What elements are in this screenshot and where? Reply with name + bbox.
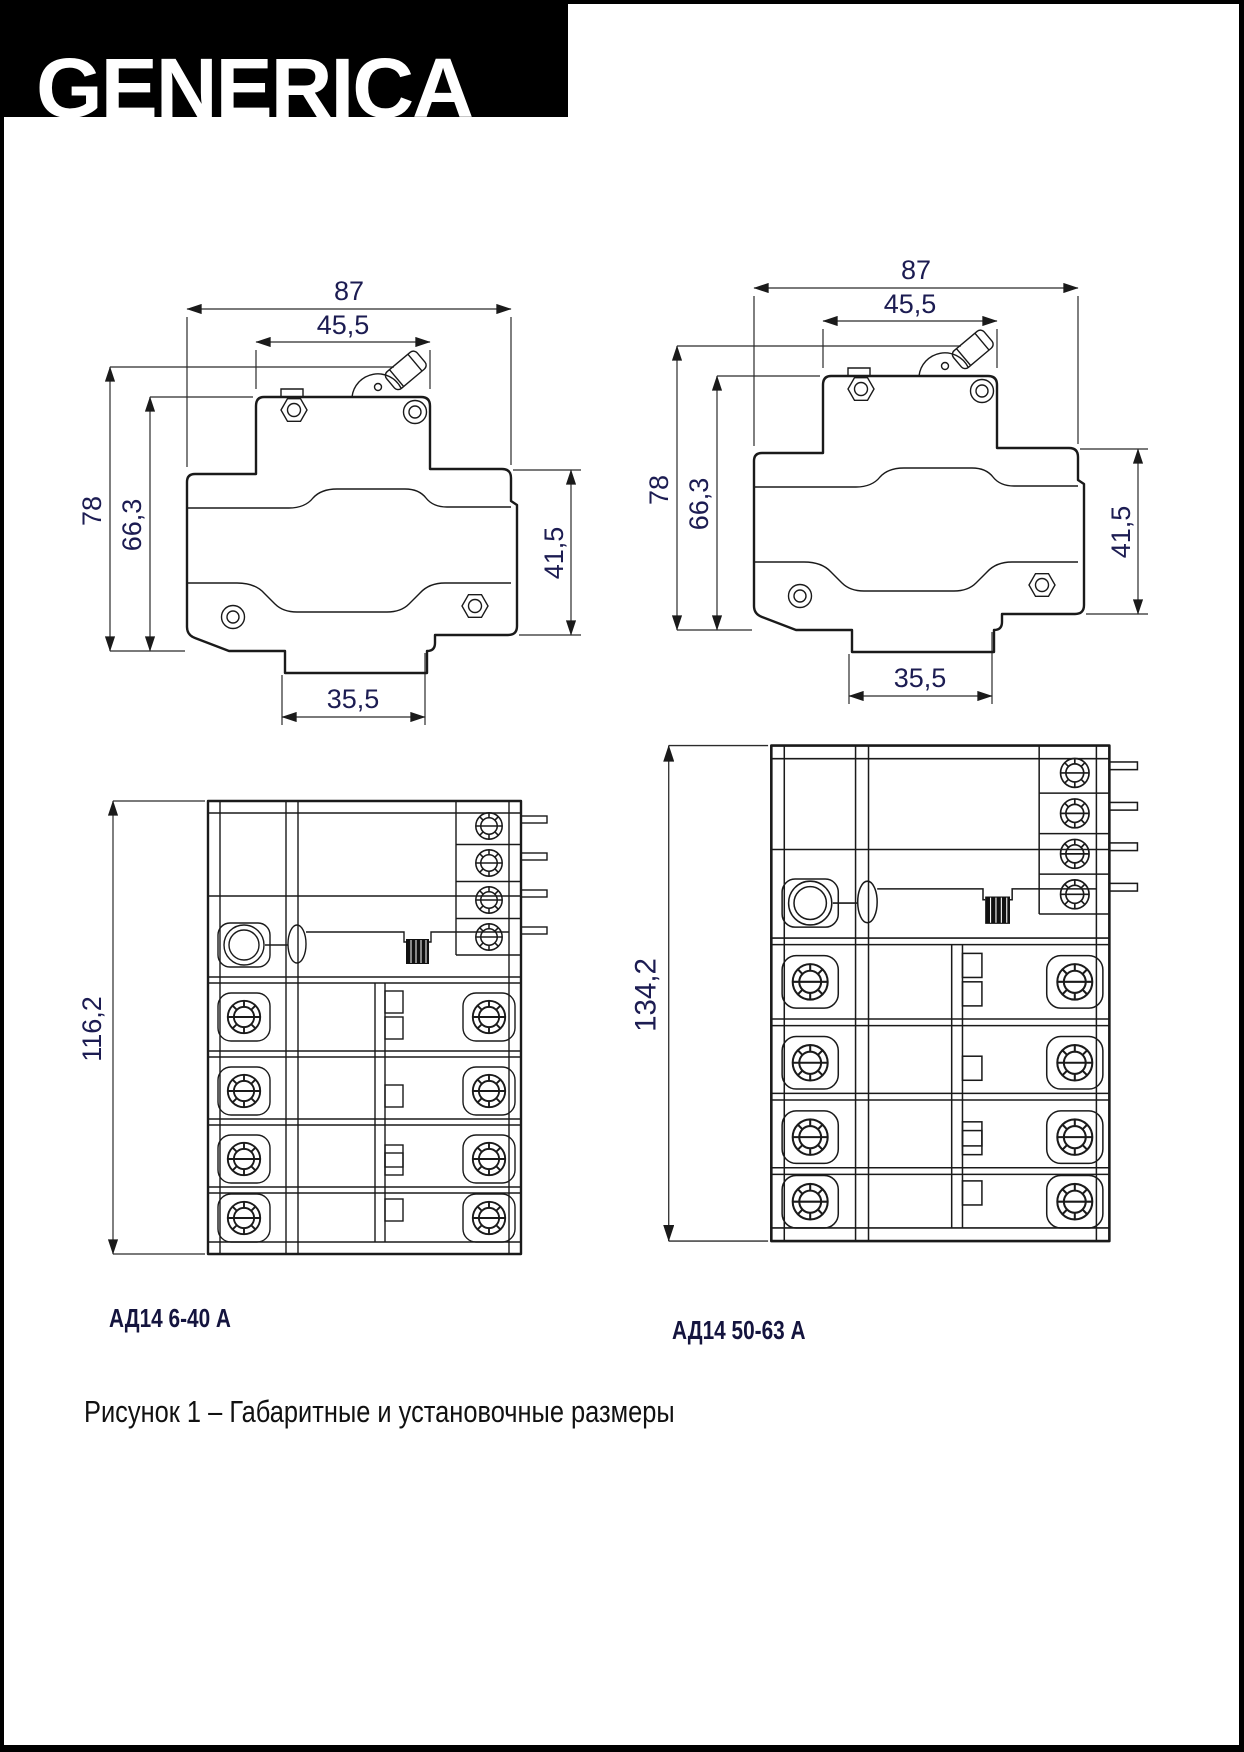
dim-total-height: 78 bbox=[77, 495, 107, 527]
dim-lower-height: 41,5 bbox=[1106, 505, 1136, 559]
figure-caption: Рисунок 1 – Габаритные и установочные размеры bbox=[84, 1394, 675, 1429]
dim-total-height: 134,2 bbox=[629, 958, 663, 1032]
device-label-ad14-50-63: АД14 50-63 А bbox=[672, 1315, 806, 1345]
dim-total-width: 87 bbox=[900, 255, 932, 285]
front-view-drawing-left bbox=[79, 699, 579, 1264]
front-view-drawing-right bbox=[629, 634, 1172, 1252]
dim-top-width: 45,5 bbox=[883, 289, 937, 319]
dim-din-slot-width: 35,5 bbox=[893, 663, 947, 693]
brand-logo-text: GENERICA bbox=[36, 41, 472, 135]
dim-total-width: 87 bbox=[333, 276, 365, 306]
dim-body-height: 66,3 bbox=[117, 498, 147, 552]
dim-body-height: 66,3 bbox=[684, 477, 714, 531]
dim-top-width: 45,5 bbox=[316, 310, 370, 340]
dim-lower-height: 41,5 bbox=[539, 526, 569, 580]
side-view-drawing-left bbox=[77, 239, 609, 744]
brand-logo-bar bbox=[0, 0, 568, 135]
dim-total-height: 78 bbox=[644, 474, 674, 506]
dim-din-slot-width: 35,5 bbox=[326, 684, 380, 714]
dim-total-height: 116,2 bbox=[77, 996, 107, 1062]
device-label-ad14-6-40: АД14 6-40 А bbox=[109, 1303, 231, 1333]
